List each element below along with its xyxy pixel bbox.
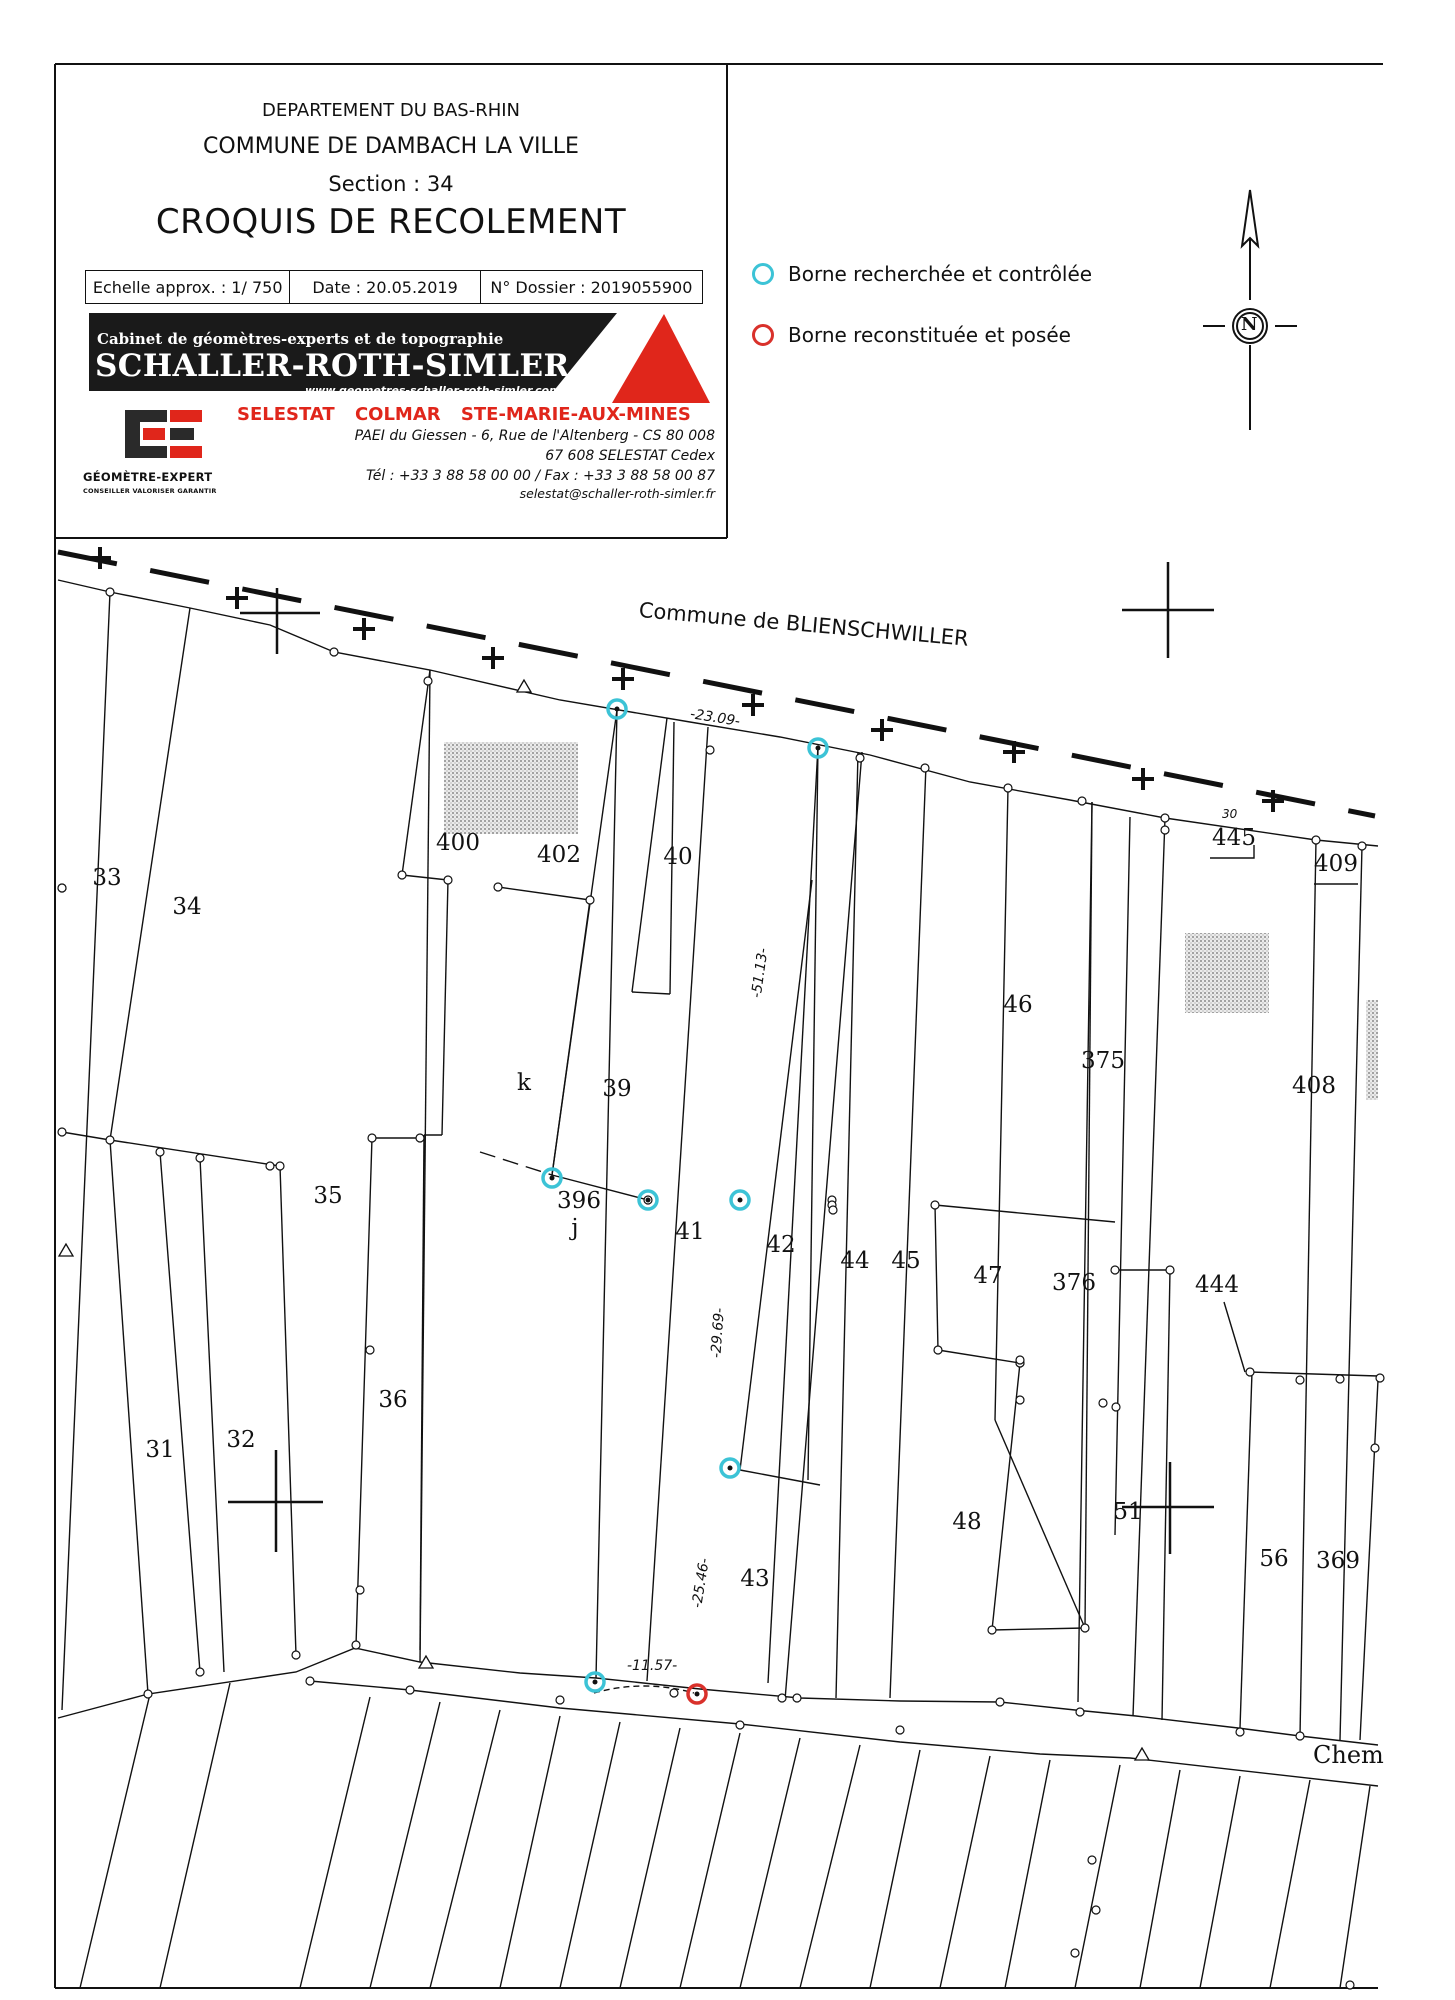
north-arrow-icon <box>1203 190 1297 430</box>
phone: Tél : +33 3 88 58 00 00 / Fax : +33 3 88 58 00 87 <box>365 468 715 484</box>
building-hatch <box>444 742 1378 1100</box>
lot-label: 400 <box>436 830 480 856</box>
measurement: -25.46- <box>689 1556 713 1610</box>
firm-name: SCHALLER-ROTH-SIMLER <box>95 348 570 384</box>
lot-label: j <box>571 1215 579 1241</box>
lot-label: 51 <box>1113 1499 1143 1525</box>
cyan-circle-icon <box>752 263 774 285</box>
title-block <box>55 64 727 538</box>
lot-label: 39 <box>602 1076 632 1102</box>
lot-label: 402 <box>537 842 581 868</box>
lot-label: 42 <box>766 1232 796 1258</box>
lot-label: 396 <box>557 1188 601 1214</box>
lot-label: 35 <box>313 1183 343 1209</box>
lot-label: 369 <box>1316 1548 1360 1574</box>
lot-label: 409 <box>1314 851 1358 877</box>
boundary-crosses <box>89 547 1284 812</box>
lot-label: 47 <box>973 1263 1003 1289</box>
lot-label: k <box>517 1070 531 1096</box>
scale: Echelle approx. : 1/ 750 <box>86 271 290 303</box>
lot-label: 45 <box>891 1248 921 1274</box>
lot-label: 56 <box>1259 1546 1289 1572</box>
parcel-lines <box>58 580 1378 1988</box>
lot-label: 33 <box>92 865 122 891</box>
document-title: CROQUIS DE RECOLEMENT <box>155 202 627 242</box>
legend-label: Borne reconstituée et posée <box>788 323 1071 347</box>
lot-label: 46 <box>1003 992 1033 1018</box>
lot-label: 32 <box>226 1427 256 1453</box>
dossier-number: N° Dossier : 2019055900 <box>490 277 693 297</box>
lot-label: 444 <box>1195 1272 1239 1298</box>
legend-controlled <box>752 262 1092 286</box>
email-link[interactable]: selestat@schaller-roth-simler.fr <box>519 486 715 501</box>
legend-reconstituted <box>752 323 1071 347</box>
lot-label: 376 <box>1052 1270 1096 1296</box>
lot-label: 41 <box>675 1219 705 1245</box>
lot-label: 43 <box>740 1566 770 1592</box>
department: DEPARTEMENT DU BAS-RHIN <box>261 100 521 121</box>
lot-label: 375 <box>1081 1048 1125 1074</box>
lot-label: 31 <box>145 1437 175 1463</box>
lot-label: 34 <box>172 894 202 920</box>
lot-label: 408 <box>1292 1073 1336 1099</box>
lot-label: 36 <box>378 1387 408 1413</box>
lot-label: 40 <box>663 844 693 870</box>
ge-tagline: CONSEILLER VALORISER GARANTIR <box>83 487 217 495</box>
commune: COMMUNE DE DAMBACH LA VILLE <box>203 134 579 159</box>
ge-label: GÉOMÈTRE-EXPERT <box>83 470 213 484</box>
address-line-1: PAEI du Giessen - 6, Rue de l'Altenberg - CS 80 008 <box>354 428 715 444</box>
legend-label: Borne recherchée et contrôlée <box>788 262 1093 286</box>
commune-boundary <box>58 552 1375 816</box>
boundary-markers <box>58 588 1384 1989</box>
neighbour-commune-label: Commune de BLIENSCHWILLER <box>637 598 970 651</box>
date: Date : 20.05.2019 <box>290 271 480 303</box>
cabinet: Cabinet de géomètres-experts et de topographie <box>97 330 504 348</box>
measurement: 30 <box>1222 807 1238 821</box>
lot-label: 445 <box>1212 825 1256 851</box>
address-line-2: 67 608 SELESTAT Cedex <box>545 448 715 464</box>
measurement: -29.69- <box>708 1307 728 1359</box>
street-label: Chem <box>1313 1741 1384 1769</box>
red-circle-icon <box>752 324 774 346</box>
info-row <box>85 270 703 304</box>
measurement: -23.09- <box>689 706 742 730</box>
lot-label: 48 <box>952 1509 982 1535</box>
north-label: N <box>1241 314 1258 335</box>
measurement: -11.57- <box>627 1658 678 1674</box>
cities: SELESTAT COLMAR STE-MARIE-AUX-MINES <box>237 404 691 425</box>
survey-triangles <box>59 680 1149 1760</box>
website-link[interactable]: www.geometres-schaller-roth-simler.com <box>305 384 561 397</box>
section: Section : 34 <box>328 172 454 196</box>
lot-label: 44 <box>840 1248 870 1274</box>
measurement: -51.13- <box>748 947 772 999</box>
